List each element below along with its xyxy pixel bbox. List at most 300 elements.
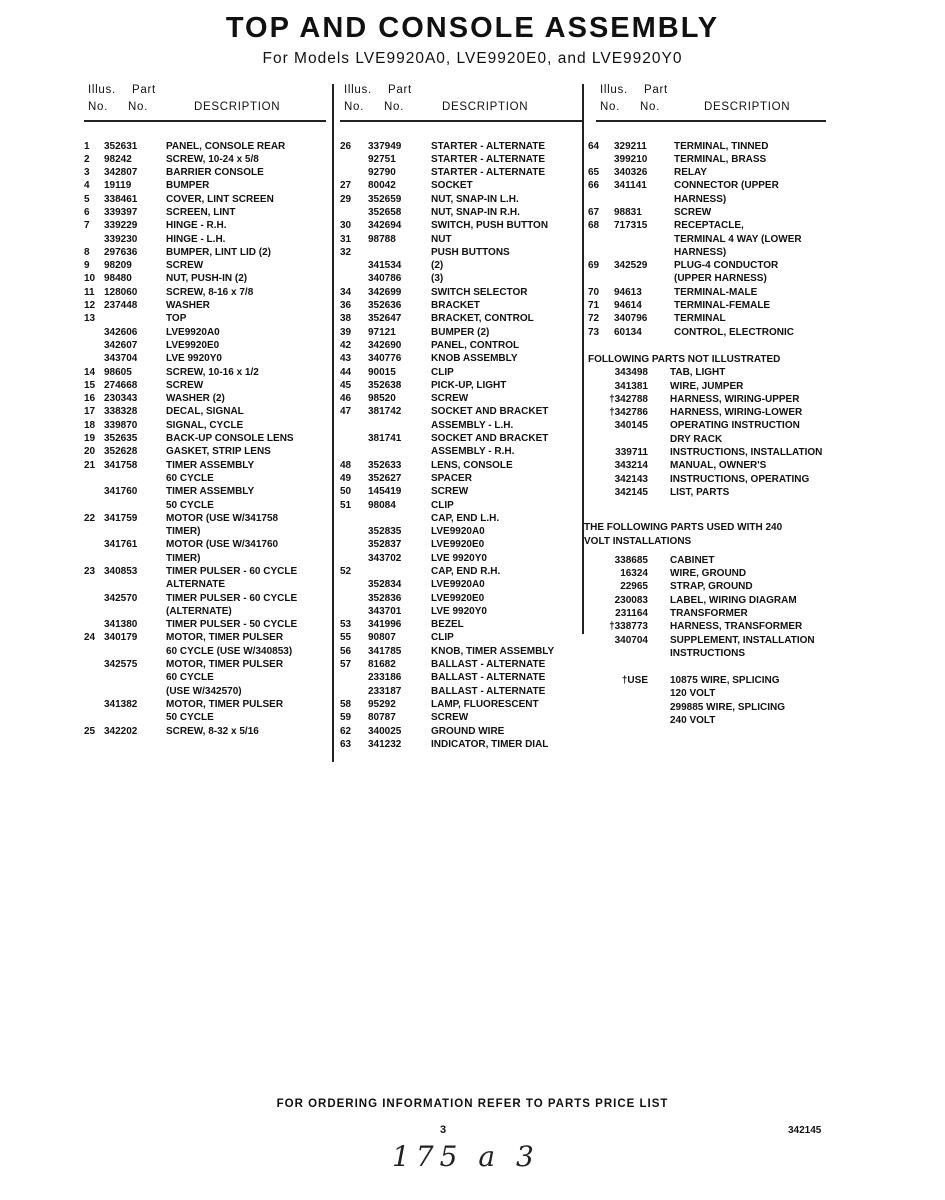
description: LVE 9920Y0 <box>166 353 222 365</box>
part-no: 352631 <box>104 140 138 152</box>
description: CONNECTOR (UPPER <box>674 180 779 192</box>
table-row <box>340 552 583 565</box>
illus-no: 20 <box>84 446 96 458</box>
description: MANUAL, OWNER'S <box>670 460 767 472</box>
part-no: 342145 <box>614 486 648 498</box>
part-no: 237448 <box>104 300 138 312</box>
table-row <box>84 698 326 711</box>
table-row <box>340 605 583 618</box>
not-illustrated-section <box>588 353 844 499</box>
table-row <box>588 286 844 299</box>
part-no: 342202 <box>104 725 138 737</box>
part-no: 97121 <box>368 326 396 338</box>
header-no-2: No. <box>384 101 404 113</box>
part-no: 329211 <box>614 140 647 152</box>
description: MOTOR, TIMER PULSER <box>166 698 284 710</box>
list-item <box>588 406 844 419</box>
part-no: 340786 <box>368 273 402 285</box>
description: HARNESS, WIRING-UPPER <box>670 393 800 405</box>
list-item <box>588 366 844 379</box>
part-no: 341232 <box>368 738 402 750</box>
table-row <box>84 312 326 325</box>
illus-no: 8 <box>84 246 90 258</box>
table-row <box>84 153 326 166</box>
part-no: 342143 <box>614 473 648 485</box>
table-row <box>84 485 326 498</box>
description: HARNESS, TRANSFORMER <box>670 621 803 633</box>
illus-no: 70 <box>588 286 600 298</box>
illus-no: 69 <box>588 260 600 272</box>
table-row <box>588 140 844 153</box>
volt240-title-line-1: THE FOLLOWING PARTS USED WITH 240 <box>584 522 783 534</box>
description: INDICATOR, TIMER DIAL <box>431 738 549 750</box>
illus-no: 50 <box>340 486 352 498</box>
part-no: 342606 <box>104 326 138 338</box>
description: LVE9920E0 <box>431 539 485 551</box>
table-row <box>84 525 326 538</box>
description: SCREW, 8-32 x 5/16 <box>166 725 259 737</box>
table-row <box>340 259 583 272</box>
description: LAMP, FLUORESCENT <box>431 698 539 710</box>
list-item <box>588 446 844 459</box>
description: STARTER - ALTERNATE <box>431 140 546 152</box>
illus-no: 5 <box>84 193 90 205</box>
header-illus: Illus. <box>344 84 372 96</box>
part-no: 340853 <box>104 566 138 577</box>
part-no: †342788 <box>609 393 648 405</box>
part-no: 343702 <box>368 552 402 564</box>
description: BUMPER <box>166 180 210 192</box>
description: (ALTERNATE) <box>166 605 232 617</box>
document-number: 342145 <box>788 1125 822 1136</box>
header-part: Part <box>132 84 156 96</box>
table-row <box>340 352 583 365</box>
illus-no: 38 <box>340 313 352 325</box>
part-no: 343214 <box>614 460 648 472</box>
volt240-title-line-2: VOLT INSTALLATIONS <box>584 535 692 547</box>
list-item <box>588 580 844 593</box>
description: CONTROL, ELECTRONIC <box>674 326 794 338</box>
illus-no: 51 <box>340 499 352 511</box>
not-illustrated-list <box>588 366 844 499</box>
description: BRACKET <box>431 300 480 312</box>
table-row <box>340 618 583 631</box>
part-no: 230343 <box>104 393 138 405</box>
part-no: 343701 <box>368 605 402 617</box>
description: TERMINAL, TINNED <box>674 140 769 152</box>
illus-no: 45 <box>340 379 352 391</box>
description: KNOB ASSEMBLY <box>431 353 518 365</box>
description: CABINET <box>670 554 715 566</box>
list-item <box>588 433 844 446</box>
table-row <box>340 485 583 498</box>
list-item <box>588 701 844 714</box>
description: TERMINAL-MALE <box>674 286 758 298</box>
illus-no: 57 <box>340 659 352 671</box>
description: HARNESS) <box>674 193 727 205</box>
description: GASKET, STRIP LENS <box>166 446 271 458</box>
part-no: 381742 <box>368 406 402 418</box>
table-row <box>340 233 583 246</box>
illus-no: 43 <box>340 353 352 365</box>
part-no: 352635 <box>104 433 138 445</box>
description: DRY RACK <box>670 433 723 445</box>
part-no: 340145 <box>614 420 648 432</box>
description: LIST, PARTS <box>670 486 730 498</box>
table-row <box>340 658 583 671</box>
table-row <box>588 166 844 179</box>
description: TIMER PULSER - 60 CYCLE <box>166 592 298 604</box>
description: TIMER PULSER - 50 CYCLE <box>166 619 298 631</box>
header-illus: Illus. <box>600 84 628 96</box>
description: INSTRUCTIONS, OPERATING <box>670 473 810 485</box>
table-row <box>84 645 326 658</box>
description: TAB, LIGHT <box>670 367 726 379</box>
description: PANEL, CONSOLE REAR <box>166 140 286 152</box>
table-row <box>84 419 326 432</box>
part-no: 339229 <box>104 220 138 232</box>
header-rule <box>340 120 583 122</box>
illus-no: 14 <box>84 366 96 378</box>
table-row <box>588 206 844 219</box>
description: MOTOR, TIMER PULSER <box>166 632 284 644</box>
list-item <box>588 380 844 393</box>
part-no: 341382 <box>104 698 138 710</box>
part-no: 341759 <box>104 512 138 524</box>
description: LVE 9920Y0 <box>431 552 487 564</box>
part-no: 341760 <box>104 486 138 498</box>
illus-no: 1 <box>84 140 90 152</box>
illus-no: 21 <box>84 459 96 471</box>
part-no: 16324 <box>620 568 648 580</box>
table-row <box>588 193 844 206</box>
table-row <box>84 392 326 405</box>
description: LABEL, WIRING DIAGRAM <box>670 594 797 606</box>
table-row <box>84 299 326 312</box>
description: NUT, PUSH-IN (2) <box>166 273 248 285</box>
description: 60 CYCLE <box>166 672 214 684</box>
table-row <box>340 392 583 405</box>
description: SCREW, 10-16 x 1/2 <box>166 366 259 378</box>
description: SWITCH SELECTOR <box>431 286 528 298</box>
description: CLIP <box>431 366 454 378</box>
part-no: 381741 <box>368 433 402 445</box>
illus-no: 32 <box>340 246 352 258</box>
part-no: 339711 <box>615 447 648 459</box>
table-row <box>84 366 326 379</box>
description: SCREW, 8-16 x 7/8 <box>166 286 254 298</box>
list-item <box>588 714 844 727</box>
illus-no: 71 <box>588 300 600 312</box>
illus-no: 30 <box>340 220 352 232</box>
header-description: DESCRIPTION <box>194 101 281 113</box>
description: WIRE, JUMPER <box>670 380 744 392</box>
description: PANEL, CONTROL <box>431 339 520 351</box>
table-row <box>84 432 326 445</box>
illus-no: 34 <box>340 286 352 298</box>
not-illustrated-title: FOLLOWING PARTS NOT ILLUSTRATED <box>588 353 781 365</box>
description: BRACKET, CONTROL <box>431 313 534 325</box>
description: TERMINAL 4 WAY (LOWER <box>674 233 802 245</box>
part-no: 340704 <box>614 634 648 646</box>
header-description: DESCRIPTION <box>704 101 791 113</box>
description: BALLAST - ALTERNATE <box>431 659 546 671</box>
part-no: 98209 <box>104 260 132 272</box>
illus-no: 46 <box>340 393 352 405</box>
description: SCREW <box>674 206 712 218</box>
description: MOTOR (USE W/341758 <box>166 512 279 524</box>
list-item <box>588 620 844 633</box>
table-row <box>340 459 583 472</box>
table-row <box>340 179 583 192</box>
table-row <box>84 499 326 512</box>
illus-no: 3 <box>84 167 90 179</box>
table-row <box>588 326 844 339</box>
table-row <box>84 538 326 551</box>
header-no-2: No. <box>128 101 148 113</box>
list-item <box>588 393 844 406</box>
description: SOCKET <box>431 180 473 192</box>
description: WIRE, GROUND <box>670 568 747 580</box>
table-row <box>340 698 583 711</box>
table-row <box>340 445 583 458</box>
illus-no: 2 <box>84 153 90 165</box>
description: TIMER) <box>166 526 201 538</box>
description: SCREW <box>431 393 469 405</box>
description: SUPPLEMENT, INSTALLATION <box>670 634 815 646</box>
table-row <box>84 246 326 259</box>
part-no: 98480 <box>104 273 132 285</box>
part-no: 95292 <box>368 698 396 710</box>
header-description: DESCRIPTION <box>442 101 529 113</box>
part-no: 98084 <box>368 499 396 511</box>
table-row <box>340 631 583 644</box>
description: 60 CYCLE (USE W/340853) <box>166 645 293 657</box>
illus-no: 42 <box>340 339 352 351</box>
table-row <box>340 525 583 538</box>
table-row <box>84 272 326 285</box>
description: INSTRUCTIONS <box>670 647 745 659</box>
part-no: 94613 <box>614 286 642 298</box>
description: BEZEL <box>431 619 464 631</box>
description: HARNESS) <box>674 246 727 258</box>
part-no: 233186 <box>368 672 402 684</box>
description: MOTOR, TIMER PULSER <box>166 659 284 671</box>
table-row <box>84 671 326 684</box>
part-no: 80042 <box>368 180 396 192</box>
part-no: 717315 <box>614 220 648 232</box>
description: SOCKET AND BRACKET <box>431 406 549 418</box>
parts-list <box>588 140 844 339</box>
table-row <box>84 379 326 392</box>
header-no: No. <box>600 101 620 113</box>
part-no: 90015 <box>368 366 396 378</box>
description: SIGNAL, CYCLE <box>166 419 244 431</box>
table-row <box>588 312 844 325</box>
description: HINGE - L.H. <box>166 233 226 245</box>
column-header <box>596 84 852 118</box>
table-row <box>340 538 583 551</box>
description: BACK-UP CONSOLE LENS <box>166 433 294 445</box>
part-no: 60134 <box>614 326 642 338</box>
handwritten-note: 175 a 3 <box>392 1140 540 1173</box>
description: TRANSFORMER <box>670 608 748 619</box>
list-item <box>588 554 844 567</box>
table-row <box>340 685 583 698</box>
description: TERMINAL, BRASS <box>674 153 767 165</box>
description: MOTOR (USE W/341760 <box>166 539 279 551</box>
part-no: 352633 <box>368 459 402 471</box>
description: STARTER - ALTERNATE <box>431 153 546 165</box>
table-row <box>340 432 583 445</box>
note-marker: †USE <box>621 675 648 687</box>
description: SWITCH, PUSH BUTTON <box>431 220 549 232</box>
part-no: 341380 <box>104 619 138 631</box>
illus-no: 73 <box>588 326 600 338</box>
table-row <box>84 352 326 365</box>
part-no: 341761 <box>104 539 138 551</box>
part-no: 145419 <box>368 486 402 498</box>
description: SOCKET AND BRACKET <box>431 433 549 445</box>
illus-no: 56 <box>340 645 352 657</box>
part-no: 94614 <box>614 300 642 312</box>
table-row <box>340 299 583 312</box>
illus-no: 16 <box>84 393 96 405</box>
illus-no: 29 <box>340 193 352 205</box>
description: ASSEMBLY - R.H. <box>431 446 515 458</box>
part-no: 128060 <box>104 286 138 298</box>
illus-no: 67 <box>588 206 600 218</box>
table-row <box>588 272 844 285</box>
part-no: 92790 <box>368 167 396 179</box>
part-no: 352659 <box>368 193 402 205</box>
illus-no: 47 <box>340 406 352 418</box>
part-no: †342786 <box>609 407 648 419</box>
description: LVE9920E0 <box>431 592 485 604</box>
table-row <box>340 140 583 153</box>
table-row <box>84 459 326 472</box>
ordering-footer: FOR ORDERING INFORMATION REFER TO PARTS PRICE LIST <box>276 1098 669 1110</box>
table-row <box>340 246 583 259</box>
part-no: 338685 <box>614 554 648 566</box>
table-row <box>340 153 583 166</box>
part-no: 340179 <box>104 632 138 644</box>
illus-no: 17 <box>84 406 96 418</box>
description: TERMINAL-FEMALE <box>674 300 771 312</box>
volt240-list <box>588 554 844 660</box>
description: WASHER <box>166 300 210 312</box>
illus-no: 64 <box>588 140 600 152</box>
table-row <box>84 219 326 232</box>
description: BALLAST - ALTERNATE <box>431 672 546 684</box>
illus-no: 11 <box>84 286 95 298</box>
description: TIMER) <box>166 552 201 564</box>
description: PLUG-4 CONDUCTOR <box>674 260 779 272</box>
description: DECAL, SIGNAL <box>166 406 244 418</box>
description: ASSEMBLY - L.H. <box>431 419 514 431</box>
part-no: 341381 <box>614 380 648 392</box>
description: BUMPER, LINT LID (2) <box>166 246 271 258</box>
table-row <box>84 166 326 179</box>
list-item <box>588 459 844 472</box>
description: PUSH BUTTONS <box>431 246 510 258</box>
list-item <box>588 647 844 660</box>
illus-no: 44 <box>340 366 352 378</box>
illus-no: 22 <box>84 512 96 524</box>
description: TIMER ASSEMBLY <box>166 486 255 498</box>
part-no: 352836 <box>368 592 402 604</box>
part-no: 231164 <box>615 608 648 619</box>
illus-no: 15 <box>84 379 96 391</box>
part-no: 340796 <box>614 313 648 325</box>
description: 120 VOLT <box>670 688 716 700</box>
part-no: 399210 <box>614 153 648 165</box>
illus-no: 55 <box>340 632 352 644</box>
part-no: 352834 <box>368 579 402 591</box>
description: CAP, END R.H. <box>431 566 501 577</box>
table-row <box>340 645 583 658</box>
header-part: Part <box>644 84 668 96</box>
illus-no: 39 <box>340 326 352 338</box>
illus-no: 7 <box>84 220 90 232</box>
table-row <box>588 179 844 192</box>
part-no: 274668 <box>104 379 138 391</box>
table-row <box>84 233 326 246</box>
table-row <box>588 299 844 312</box>
part-no: 343498 <box>614 367 648 379</box>
table-row <box>84 140 326 153</box>
table-row <box>84 206 326 219</box>
part-no: 352636 <box>368 300 402 312</box>
illus-no: 13 <box>84 313 96 325</box>
table-row <box>84 472 326 485</box>
list-item <box>588 473 844 486</box>
table-row <box>84 193 326 206</box>
part-no: 22965 <box>620 581 648 593</box>
part-no: 342570 <box>104 592 138 604</box>
illus-no: 24 <box>84 632 96 644</box>
description: TERMINAL <box>674 313 726 325</box>
illus-no: 31 <box>340 233 352 245</box>
part-no: 339397 <box>104 206 138 218</box>
page-subtitle: For Models LVE9920A0, LVE9920E0, and LVE9920Y0 <box>262 50 683 67</box>
table-row <box>84 618 326 631</box>
header-no-2: No. <box>640 101 660 113</box>
part-no: 90807 <box>368 632 396 644</box>
part-no: 98831 <box>614 206 642 218</box>
part-no: 342607 <box>104 339 138 351</box>
description: (UPPER HARNESS) <box>674 273 767 285</box>
table-row <box>340 379 583 392</box>
column-divider-1 <box>332 84 334 762</box>
column-header <box>84 84 326 118</box>
description: 240 VOLT <box>670 715 716 727</box>
part-no: 352835 <box>368 526 402 538</box>
list-item <box>588 567 844 580</box>
illus-no: 53 <box>340 619 352 631</box>
description: HARNESS, WIRING-LOWER <box>670 407 803 419</box>
table-row <box>84 405 326 418</box>
illus-no: 58 <box>340 698 352 710</box>
table-row <box>588 153 844 166</box>
illus-no: 66 <box>588 180 600 192</box>
table-row <box>340 419 583 432</box>
description: SCREW, 10-24 x 5/8 <box>166 153 259 165</box>
description: OPERATING INSTRUCTION <box>670 420 800 432</box>
table-row <box>84 512 326 525</box>
description: LVE9920A0 <box>166 326 220 338</box>
part-no: 341141 <box>614 180 647 192</box>
